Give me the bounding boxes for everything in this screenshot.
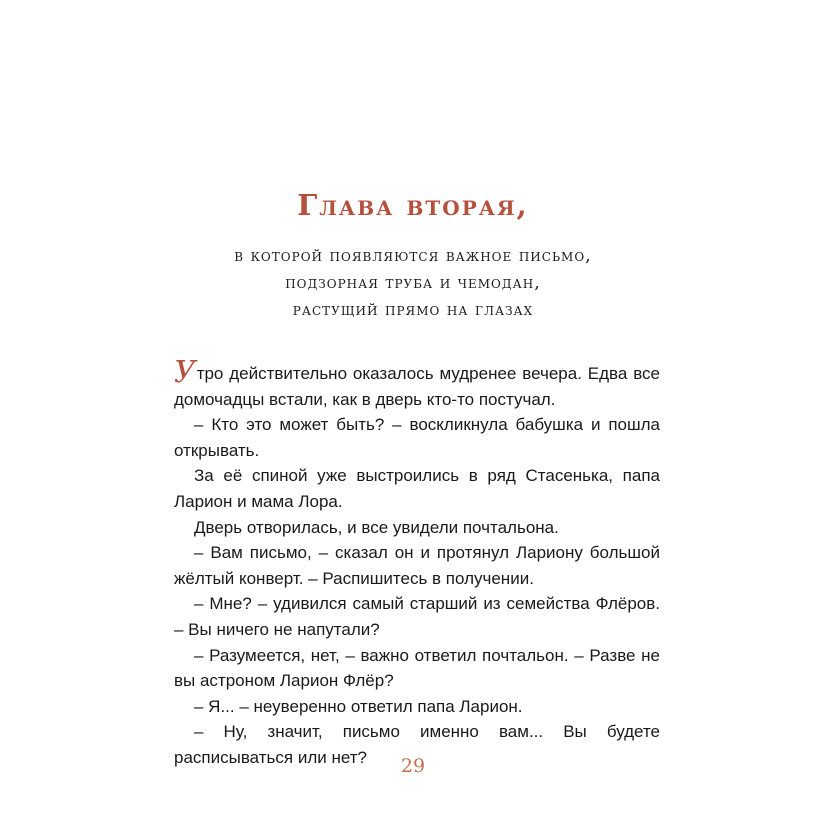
subtitle-line: в которой появляются важное письмо, <box>234 246 592 266</box>
paragraph: – Разумеется, нет, – важно ответил почтальон. – Разве не вы астроном Ларион Флёр? <box>174 645 660 691</box>
paragraph: – Я... – неуверенно ответил папа Ларион. <box>194 696 523 716</box>
paragraph-text: тро действительно оказалось мудренее вечера. Едва все домочадцы встали, как в дверь кто-то постучал. <box>174 364 660 409</box>
drop-cap: У <box>174 355 196 390</box>
chapter-title: Глава вторая, <box>297 188 529 222</box>
paragraph: – Вам письмо, – сказал он и протянул Лариону большой жёлтый конверт. – Распишитесь в получении. <box>174 543 660 588</box>
paragraph: За её спиной уже выстроились в ряд Стасенька, папа Ларион и мама Лора. <box>174 466 660 511</box>
paragraph: – Мне? – удивился самый старший из семейства Флёров. – Вы ничего не напутали? <box>174 594 660 639</box>
paragraph <box>174 355 660 412</box>
chapter-subtitle <box>0 243 826 324</box>
subtitle-line: растущий прямо на глазах <box>292 300 534 320</box>
chapter-body <box>174 355 660 771</box>
paragraph: – Ну, значит, письмо именно вам... Вы будете расписываться или нет? <box>174 722 660 767</box>
paragraph: – Кто это может быть? – воскликнула бабушка и пошла открывать. <box>174 415 660 460</box>
paragraph: Дверь отворилась, и все увидели почтальона. <box>194 517 559 537</box>
subtitle-line: подзорная труба и чемодан, <box>285 273 541 293</box>
page-number: 29 <box>400 755 426 777</box>
